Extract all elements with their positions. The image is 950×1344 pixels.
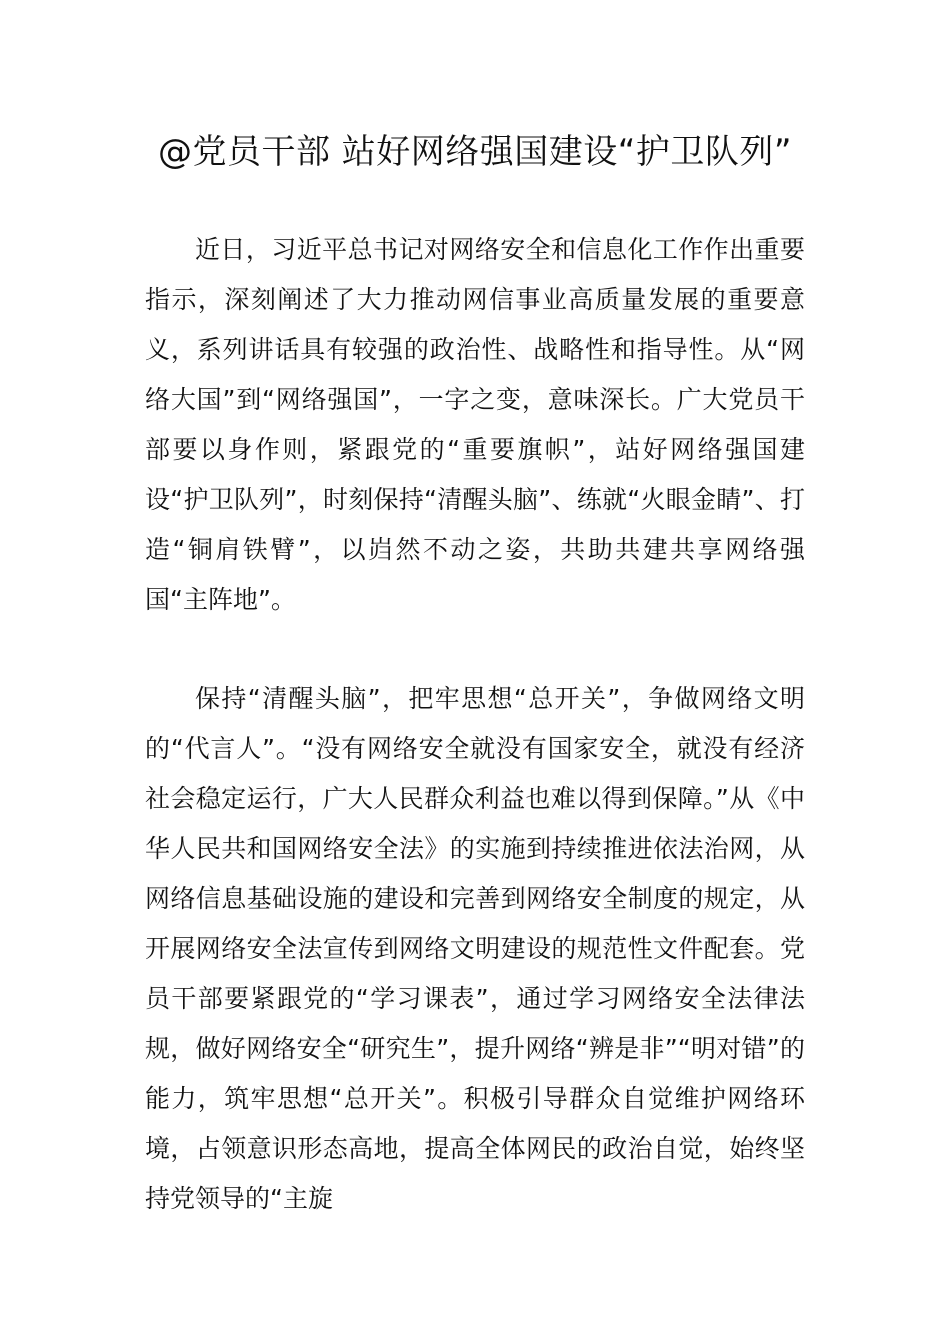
paragraph-clear-mind: 保持“清醒头脑”，把牢思想“总开关”，争做网络文明的“代言人”。“没有网络安全就没有国家安全，就没有经济社会稳定运行，广大人民群众利益也难以得到保障。”从《中华人民共和国网络安全法》的实施到持续推进依法治网，从网络信息基础设施的建设和完善到网络安全制度的规定，从开展网络安全法宣传到网络文明建设的规范性文件配套。党员干部要紧跟党的“学习课表”，通过学习网络安全法律法规，做好网络安全“研究生”，提升网络“辨是非”“明对错”的能力，筑牢思想“总开关”。积极引导群众自觉维护网络环境，占领意识形态高地，提高全体网民的政治自觉，始终坚持党领导的“主旋 <box>145 684 805 1213</box>
paragraph-intro: 近日，习近平总书记对网络安全和信息化工作作出重要指示，深刻阐述了大力推动网信事业高质量发展的重要意义，系列讲话具有较强的政治性、战略性和指导性。从“网络大国”到“网络强国”，一字之变，意味深长。广大党员干部要以身作则，紧跟党的“重要旗帜”，站好网络强国建设“护卫队列”，时刻保持“清醒头脑”、练就“火眼金睛”、打造“铜肩铁臂”，以岿然不动之姿，共助共建共享网络强国“主阵地”。 <box>145 235 805 614</box>
document-title: @党员干部 站好网络强国建设“护卫队列” <box>157 132 793 172</box>
